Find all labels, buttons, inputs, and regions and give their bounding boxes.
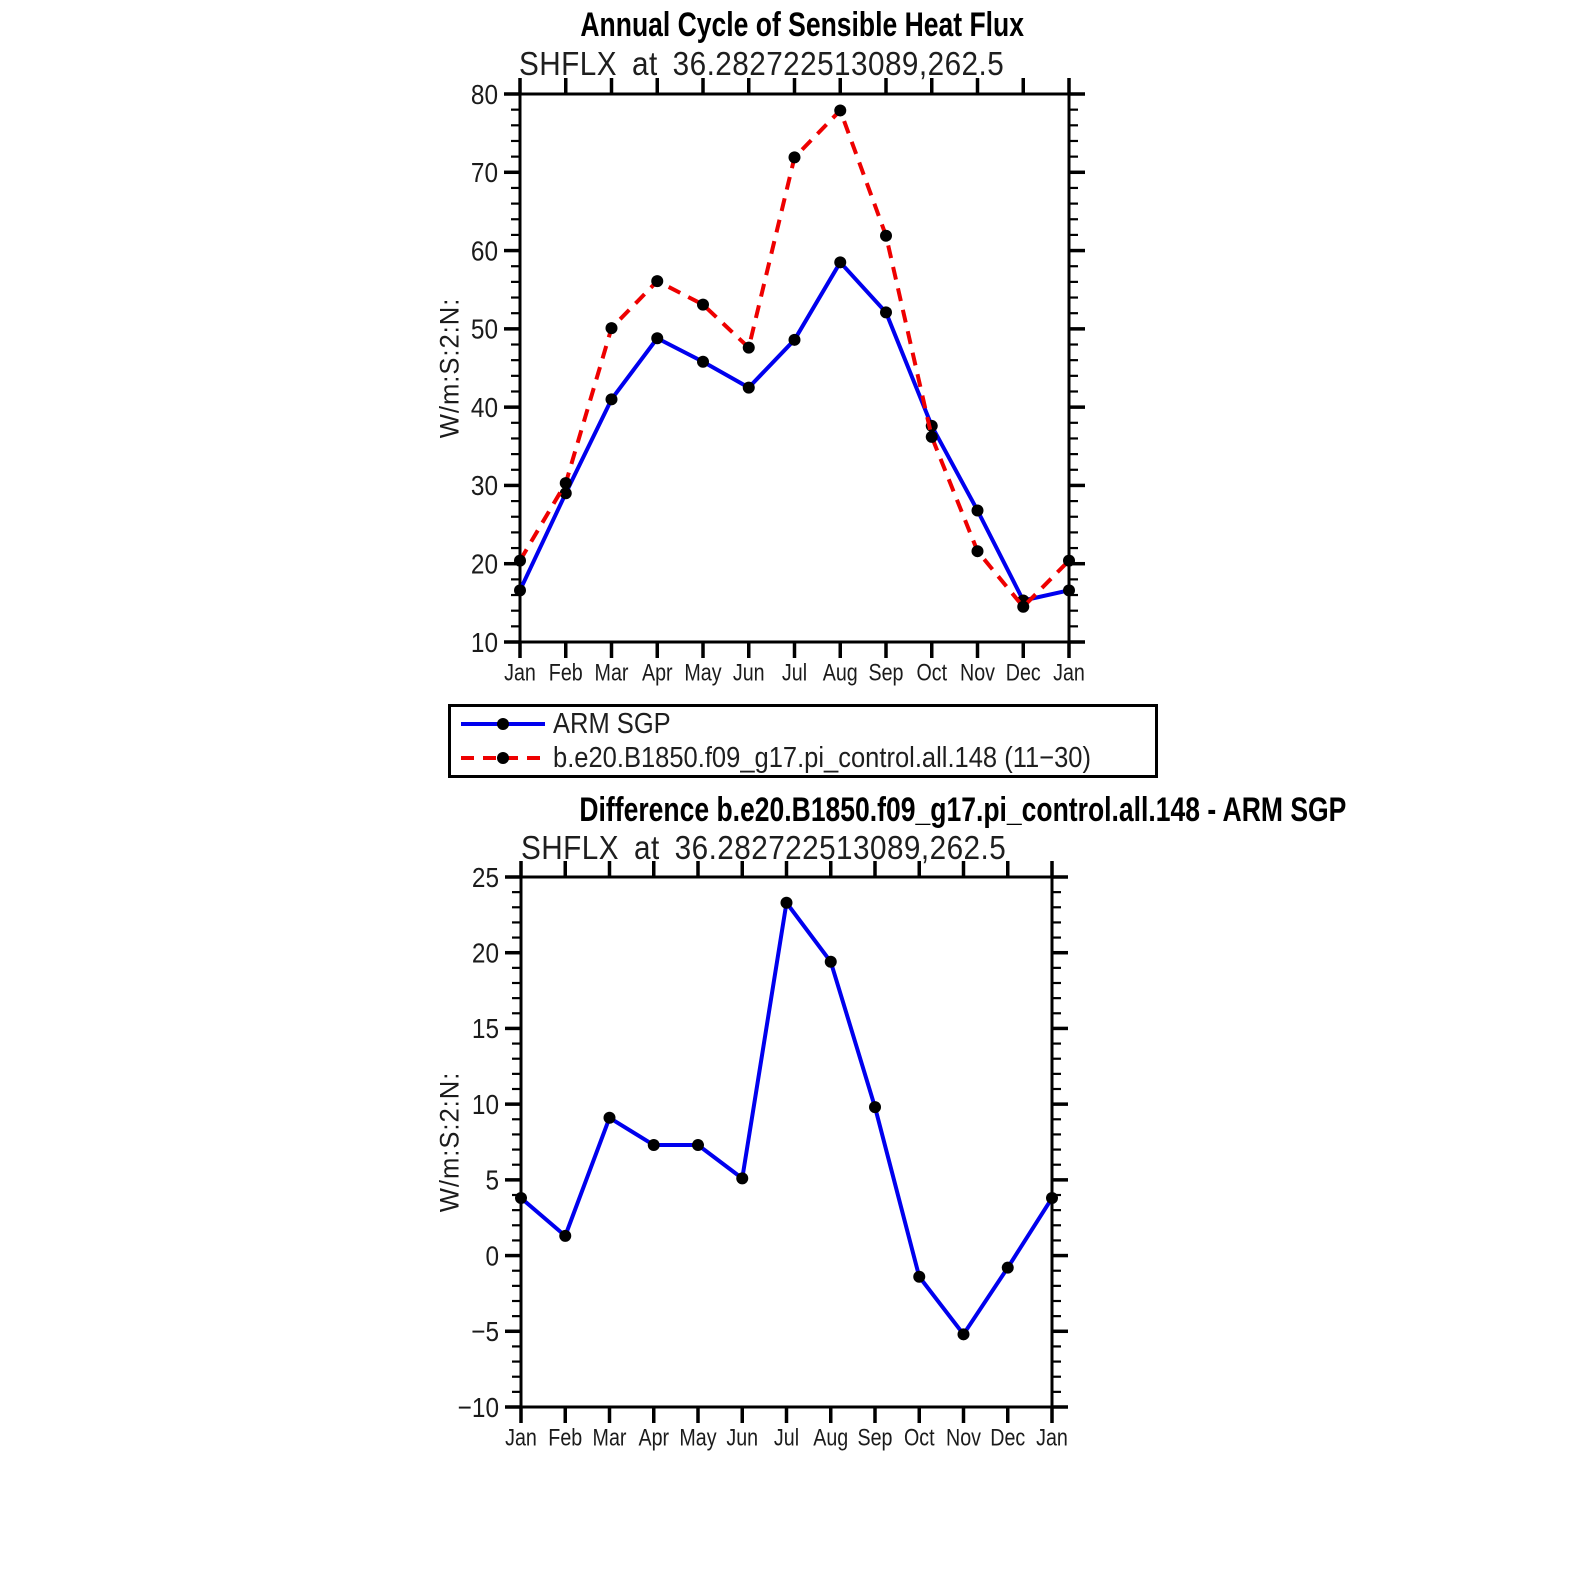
month-label: Jul <box>781 658 808 686</box>
month-label: Jul <box>773 1423 800 1451</box>
data-point-marker <box>926 431 938 443</box>
data-point-marker <box>697 299 709 311</box>
difference-chart-title: Difference b.e20.B1850.f09_g17.pi_control.all.148 - ARM SGP <box>579 791 1347 829</box>
data-point-marker <box>789 334 801 346</box>
data-point-marker <box>560 477 572 489</box>
data-point-marker <box>606 393 618 405</box>
month-label: May <box>679 1423 717 1451</box>
data-point-marker <box>913 1271 925 1283</box>
data-point-marker <box>1046 1192 1058 1204</box>
data-point-marker <box>1017 601 1029 613</box>
data-point-marker <box>825 956 837 968</box>
data-point-marker <box>604 1112 616 1124</box>
data-point-marker <box>514 555 526 567</box>
data-point-marker <box>958 1328 970 1340</box>
month-label: Feb <box>548 1423 583 1451</box>
y-tick-label: 10 <box>470 626 498 659</box>
legend-entry-obs <box>459 709 687 739</box>
month-label: Jan <box>1036 1423 1068 1451</box>
data-point-marker <box>1063 584 1075 596</box>
data-point-marker <box>972 545 984 557</box>
data-point-marker <box>972 504 984 516</box>
y-tick-label: 20 <box>471 936 499 969</box>
data-point-marker <box>743 342 755 354</box>
month-label: Apr <box>638 1423 670 1451</box>
data-point-marker <box>1063 555 1075 567</box>
legend-label-model: b.e20.B1850.f09_g17.pi_control.all.148 (11−30) <box>553 741 1091 774</box>
difference-chart-subtitle: SHFLX at 36.282722513089,262.5 <box>521 829 1007 866</box>
top-chart-title: Annual Cycle of Sensible Heat Flux <box>580 6 1024 44</box>
data-point-marker <box>880 306 892 318</box>
y-tick-label: −10 <box>457 1391 499 1424</box>
legend-line-sample-dashed <box>459 743 547 773</box>
legend-marker-dot <box>497 752 509 764</box>
month-label: May <box>684 658 722 686</box>
month-label: Nov <box>960 658 995 686</box>
data-point-marker <box>651 275 663 287</box>
month-label: Sep <box>868 658 904 686</box>
data-point-marker <box>514 584 526 596</box>
y-tick-label: 70 <box>470 156 498 189</box>
month-label: Sep <box>857 1423 893 1451</box>
data-point-marker <box>834 256 846 268</box>
data-point-marker <box>559 1230 571 1242</box>
legend-box <box>448 704 1158 778</box>
y-tick-label: 25 <box>471 861 499 894</box>
month-label: Jun <box>732 658 765 686</box>
month-label: Nov <box>946 1423 981 1451</box>
month-label: Feb <box>548 658 583 686</box>
series-line <box>521 903 1052 1335</box>
data-point-marker <box>781 897 793 909</box>
legend-label-obs: ARM SGP <box>553 707 671 740</box>
data-point-marker <box>606 322 618 334</box>
y-tick-label: 30 <box>470 469 498 502</box>
month-label: Jun <box>726 1423 759 1451</box>
data-point-marker <box>1002 1262 1014 1274</box>
month-label: Jan <box>505 1423 537 1451</box>
y-tick-label: 10 <box>471 1088 499 1121</box>
series-line <box>520 262 1069 600</box>
y-tick-label: 40 <box>470 391 498 424</box>
y-tick-label: 60 <box>470 234 498 267</box>
y-tick-label: 80 <box>470 78 498 111</box>
data-point-marker <box>515 1192 527 1204</box>
data-point-marker <box>869 1101 881 1113</box>
y-axis-label: W/m:S:2:N: <box>433 297 465 439</box>
y-tick-label: 15 <box>471 1012 499 1045</box>
month-label: Oct <box>903 1423 935 1451</box>
data-point-marker <box>651 332 663 344</box>
month-label: Dec <box>990 1423 1026 1451</box>
y-tick-label: −5 <box>471 1315 499 1348</box>
month-label: Jan <box>504 658 536 686</box>
y-tick-label: 50 <box>470 313 498 346</box>
month-label: Aug <box>813 1423 849 1451</box>
y-tick-label: 5 <box>485 1164 499 1197</box>
y-tick-label: 0 <box>485 1239 499 1272</box>
top-chart-group <box>434 78 1085 686</box>
data-point-marker <box>834 104 846 116</box>
data-point-marker <box>697 356 709 368</box>
month-label: Jan <box>1053 658 1085 686</box>
data-point-marker <box>789 151 801 163</box>
difference-chart-group <box>434 861 1068 1451</box>
y-tick-label: 20 <box>470 547 498 580</box>
legend-entry-model <box>459 743 1164 773</box>
month-label: Aug <box>822 658 858 686</box>
data-point-marker <box>743 382 755 394</box>
y-axis-label: W/m:S:2:N: <box>433 1071 465 1213</box>
data-point-marker <box>648 1139 660 1151</box>
month-label: Oct <box>916 658 948 686</box>
month-label: Mar <box>594 658 629 686</box>
month-label: Dec <box>1005 658 1041 686</box>
legend-marker-dot <box>497 718 509 730</box>
legend-line-sample-solid <box>459 709 547 739</box>
month-label: Mar <box>592 1423 627 1451</box>
data-point-marker <box>736 1172 748 1184</box>
data-point-marker <box>692 1139 704 1151</box>
month-label: Apr <box>641 658 673 686</box>
top-chart-subtitle: SHFLX at 36.282722513089,262.5 <box>519 45 1005 82</box>
data-point-marker <box>880 230 892 242</box>
